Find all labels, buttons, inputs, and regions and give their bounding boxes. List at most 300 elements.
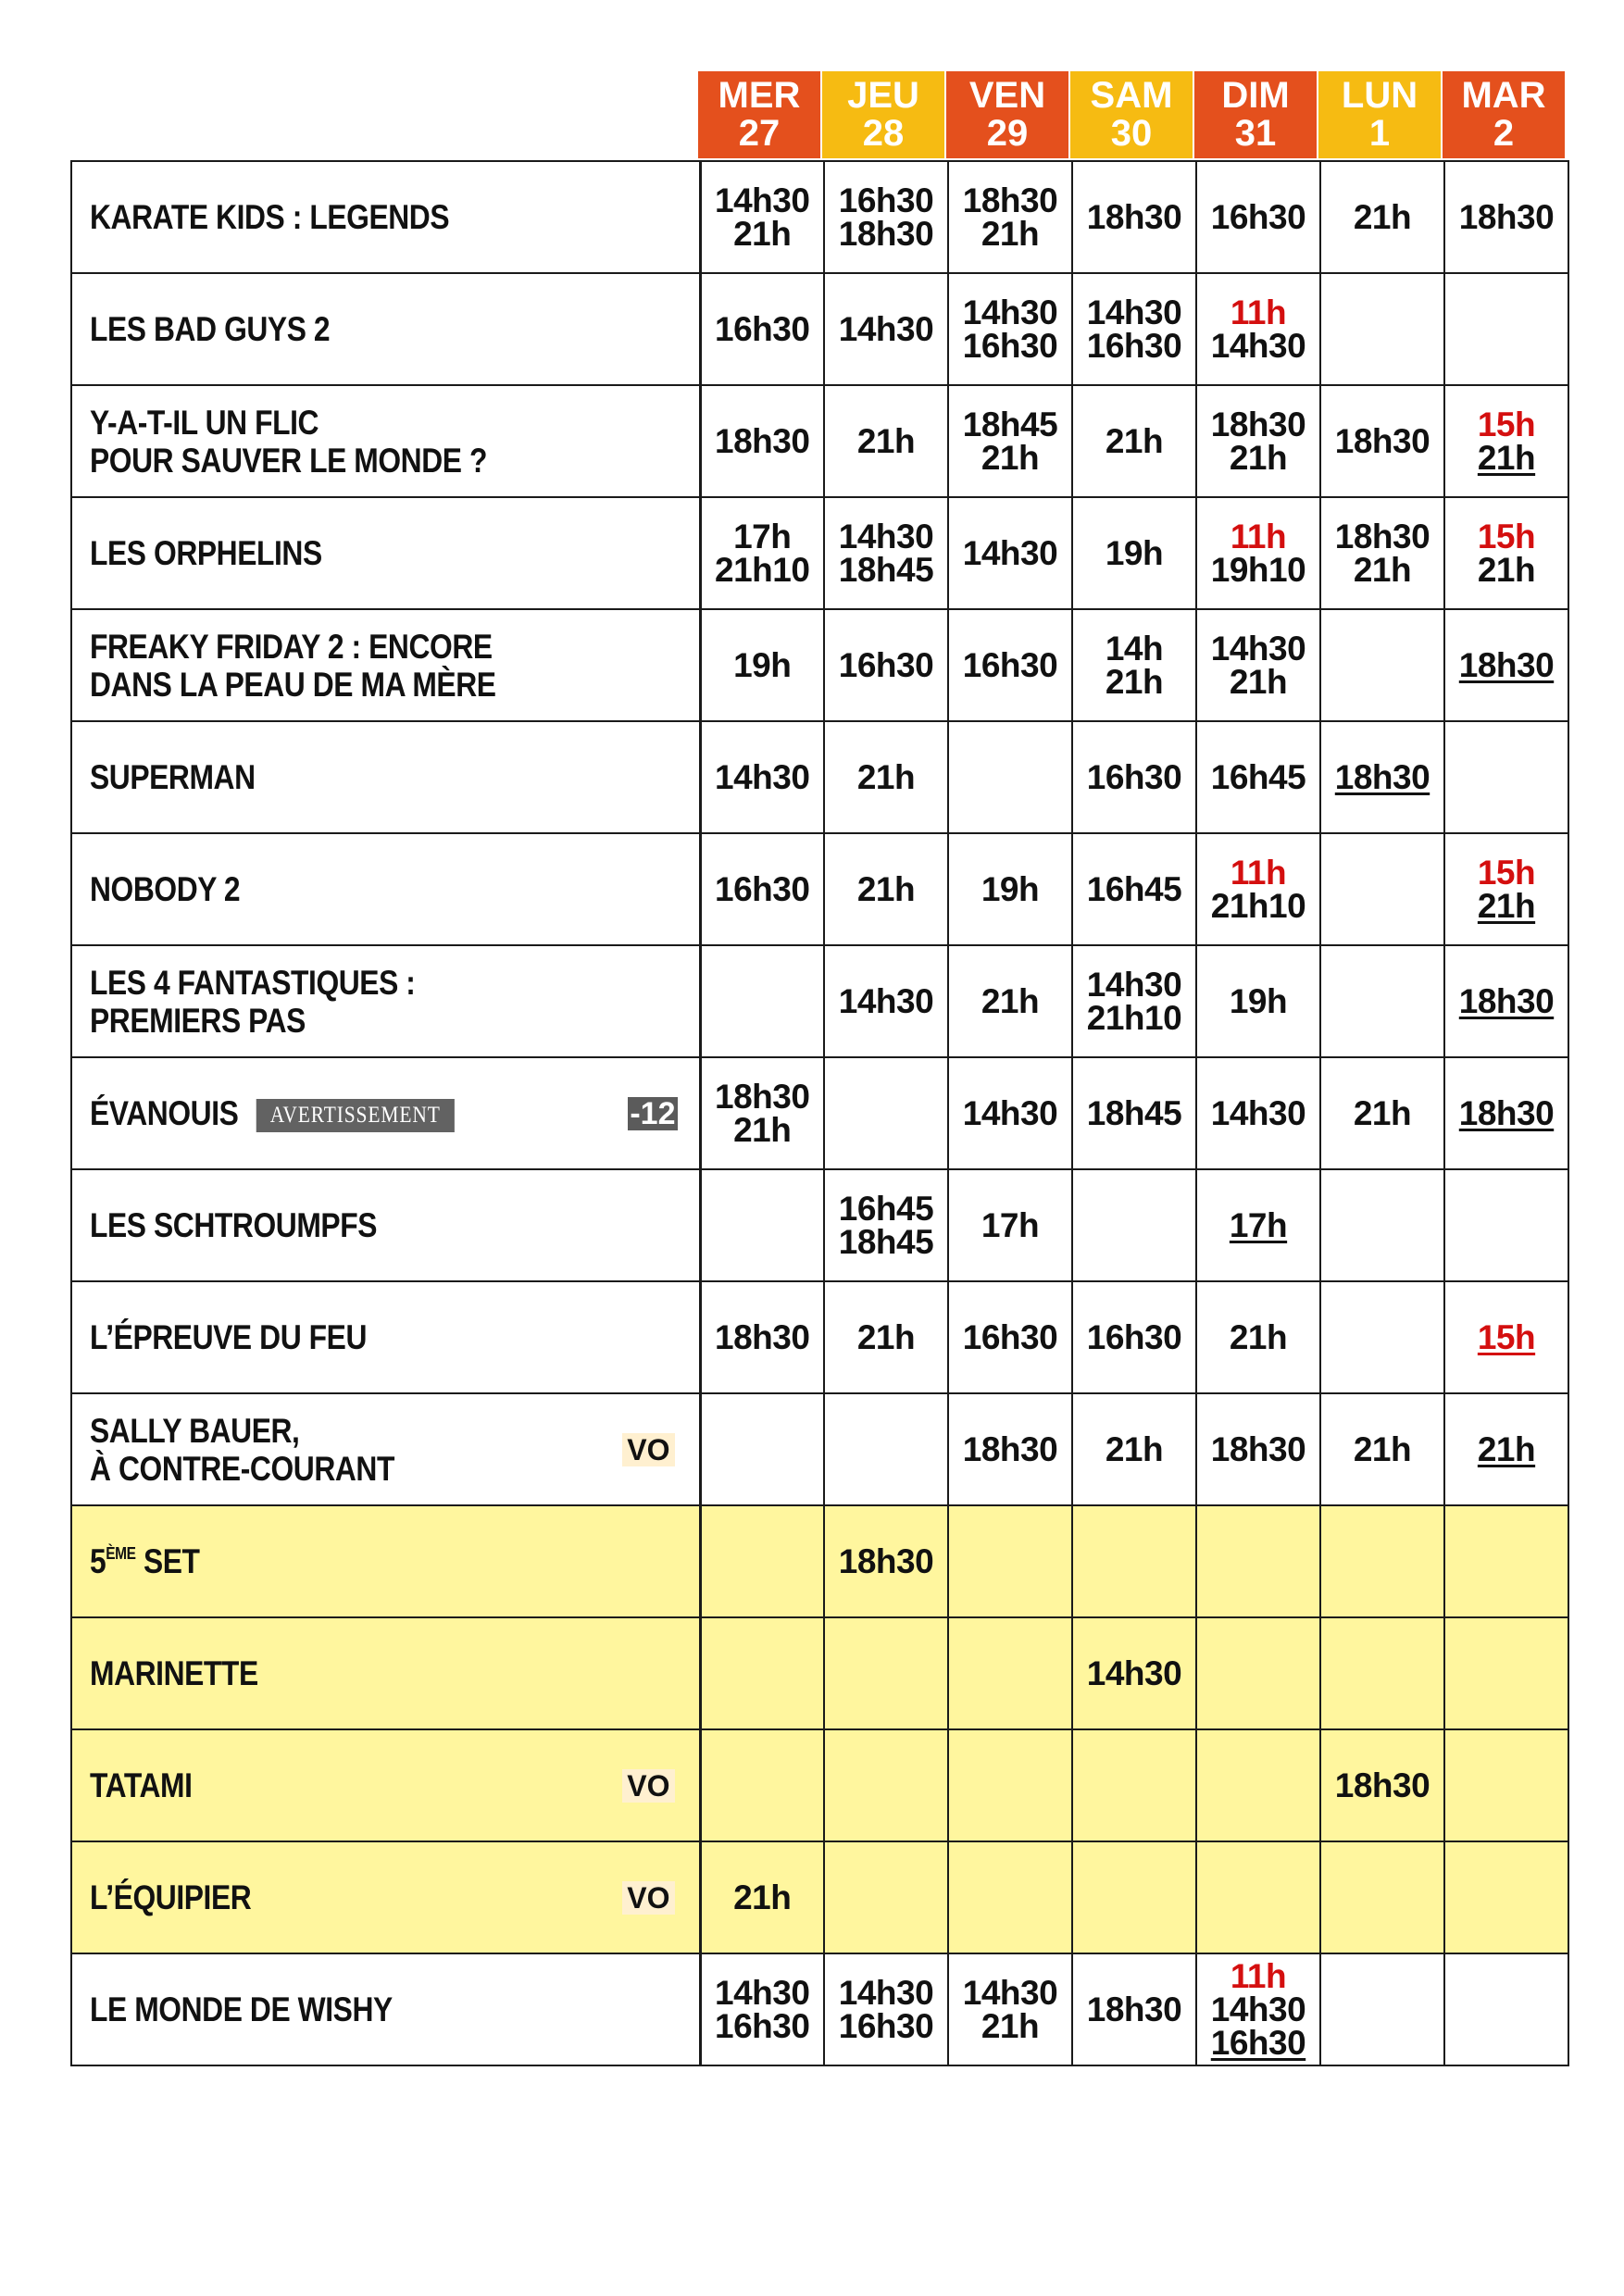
film-title-cell xyxy=(71,1281,700,1393)
film-title-cell xyxy=(71,161,700,273)
showtime: 17h xyxy=(981,1205,1040,1244)
showtime: 16h30 xyxy=(838,2006,934,2045)
session-cell-lun xyxy=(1320,945,1444,1057)
film-title-line: 5 xyxy=(90,1542,106,1580)
showtime: 16h30 xyxy=(1086,1317,1182,1356)
vo-badge: VO xyxy=(622,1433,674,1466)
film-title-line: KARATE KIDS : LEGENDS xyxy=(90,198,450,236)
film-title-suffix: SET xyxy=(135,1542,200,1580)
showtime: 14h30 xyxy=(838,981,934,1020)
session-cell-dim xyxy=(1196,497,1320,609)
session-cell-dim xyxy=(1196,1617,1320,1729)
showtime: 21h xyxy=(856,869,916,908)
film-row xyxy=(71,1057,1568,1169)
session-cell-sam xyxy=(1072,385,1196,497)
session-cell-dim xyxy=(1196,1729,1320,1841)
session-cell-jeu xyxy=(824,1169,948,1281)
showtime: 21h xyxy=(733,214,792,253)
session-cell-mer xyxy=(700,1841,824,1953)
showtime: 21h xyxy=(1353,197,1412,236)
showtime: 21h xyxy=(1105,1429,1164,1468)
showtime: 21h xyxy=(981,981,1040,1020)
vo-badge: VO xyxy=(622,1769,674,1803)
showtime: 15h xyxy=(1477,853,1536,892)
showtime: 18h30 xyxy=(1334,421,1430,460)
showtime: 16h30 xyxy=(715,2006,810,2045)
showtime: 18h30 xyxy=(715,421,810,460)
showtime: 14h30 xyxy=(962,293,1058,331)
session-cell-mar xyxy=(1444,1505,1568,1617)
showtime: 14h30 xyxy=(1210,629,1306,668)
showtime: 14h30 xyxy=(1086,965,1182,1004)
day-name: SAM xyxy=(1090,75,1173,116)
showtime: 16h30 xyxy=(715,869,810,908)
showtime: 18h30 xyxy=(1458,645,1555,684)
showtime: 16h30 xyxy=(962,645,1058,684)
showtime: 14h30 xyxy=(1210,326,1306,365)
showtime: 16h30 xyxy=(1210,197,1306,236)
showtime: 18h30 xyxy=(1210,405,1306,443)
showtime: 18h30 xyxy=(1334,517,1430,555)
film-title xyxy=(90,1654,258,1692)
session-cell-mar xyxy=(1444,1617,1568,1729)
session-cell-mar xyxy=(1444,1841,1568,1953)
session-cell-lun xyxy=(1320,1841,1444,1953)
day-header-sam xyxy=(1070,71,1193,158)
session-cell-mar xyxy=(1444,609,1568,721)
film-title-cell xyxy=(71,273,700,385)
film-row xyxy=(71,833,1568,945)
film-title-line: DANS LA PEAU DE MA MÈRE xyxy=(90,665,496,704)
day-name: MAR xyxy=(1461,75,1546,116)
session-cell-jeu xyxy=(824,1393,948,1505)
film-title xyxy=(90,1412,394,1488)
session-cell-mer xyxy=(700,945,824,1057)
session-cell-lun xyxy=(1320,385,1444,497)
showtime: 18h30 xyxy=(962,181,1058,219)
film-title xyxy=(90,964,415,1040)
showtime: 18h30 xyxy=(838,1541,934,1580)
session-cell-sam xyxy=(1072,721,1196,833)
warning-badge: AVERTISSEMENT xyxy=(256,1099,455,1132)
day-header-jeu xyxy=(822,71,944,158)
session-cell-lun xyxy=(1320,1617,1444,1729)
session-cell-lun xyxy=(1320,609,1444,721)
showtime: 19h xyxy=(1229,981,1288,1020)
session-cell-jeu xyxy=(824,945,948,1057)
film-title-line: L’ÉQUIPIER xyxy=(90,1878,252,1916)
day-header-ven xyxy=(946,71,1068,158)
film-title-cell xyxy=(71,1953,700,2065)
showtime: 11h xyxy=(1230,1956,1287,1995)
session-cell-dim xyxy=(1196,721,1320,833)
session-cell-mar xyxy=(1444,497,1568,609)
showtime: 15h xyxy=(1477,1317,1536,1356)
showtime: 21h xyxy=(1105,662,1164,701)
session-cell-mar xyxy=(1444,1953,1568,2065)
session-cell-sam xyxy=(1072,497,1196,609)
showtime: 18h30 xyxy=(838,214,934,253)
showtime: 16h30 xyxy=(715,309,810,348)
day-number: 29 xyxy=(986,113,1029,154)
showtime: 18h45 xyxy=(962,405,1058,443)
showtime: 14h xyxy=(1105,629,1164,668)
showtime: 16h30 xyxy=(1086,757,1182,796)
session-cell-lun xyxy=(1320,1057,1444,1169)
day-number: 30 xyxy=(1110,113,1153,154)
session-cell-dim xyxy=(1196,1169,1320,1281)
session-cell-lun xyxy=(1320,161,1444,273)
film-title xyxy=(90,1990,393,2028)
film-title-line: À CONTRE-COURANT xyxy=(90,1449,394,1488)
showtime: 21h xyxy=(733,1878,792,1916)
film-title-superscript: ÈME xyxy=(106,1543,136,1563)
day-header-mer xyxy=(698,71,820,158)
session-cell-ven xyxy=(948,1617,1072,1729)
film-row xyxy=(71,497,1568,609)
day-header-mar xyxy=(1443,71,1565,158)
showtime: 14h30 xyxy=(715,1973,810,2012)
session-cell-ven xyxy=(948,1505,1072,1617)
film-title-cell xyxy=(71,1617,700,1729)
showtime: 18h30 xyxy=(715,1077,810,1116)
film-row xyxy=(71,1617,1568,1729)
showtime: 16h45 xyxy=(838,1189,934,1228)
film-title-line: SUPERMAN xyxy=(90,758,256,796)
session-cell-mar xyxy=(1444,1057,1568,1169)
showtime: 21h xyxy=(1477,886,1536,925)
showtime: 11h xyxy=(1230,293,1287,331)
session-cell-mar xyxy=(1444,721,1568,833)
session-cell-mar xyxy=(1444,273,1568,385)
showtime: 21h xyxy=(856,421,916,460)
showtime: 18h30 xyxy=(1210,1429,1306,1468)
session-cell-lun xyxy=(1320,1505,1444,1617)
showtime: 17h xyxy=(1229,1205,1288,1244)
day-header-lun xyxy=(1318,71,1441,158)
session-cell-lun xyxy=(1320,1169,1444,1281)
showtime: 21h10 xyxy=(1210,886,1306,925)
film-title-line: NOBODY 2 xyxy=(90,870,241,908)
day-header xyxy=(698,71,1567,158)
session-cell-mer xyxy=(700,273,824,385)
showtime: 16h30 xyxy=(962,1317,1058,1356)
film-title xyxy=(90,534,322,572)
session-cell-mer xyxy=(700,1505,824,1617)
showtime: 14h30 xyxy=(1210,1093,1306,1132)
showtime: 14h30 xyxy=(1086,1653,1182,1692)
session-cell-jeu xyxy=(824,1057,948,1169)
session-cell-dim xyxy=(1196,1841,1320,1953)
film-row xyxy=(71,273,1568,385)
film-title-cell xyxy=(71,1505,700,1617)
session-cell-jeu xyxy=(824,385,948,497)
session-cell-ven xyxy=(948,833,1072,945)
day-name: MER xyxy=(718,75,801,116)
showtime: 21h xyxy=(1229,438,1288,477)
session-cell-dim xyxy=(1196,1505,1320,1617)
session-cell-sam xyxy=(1072,1393,1196,1505)
session-cell-sam xyxy=(1072,1953,1196,2065)
showtime: 21h xyxy=(856,1317,916,1356)
day-name: VEN xyxy=(968,75,1046,116)
showtime: 21h10 xyxy=(1086,998,1182,1037)
day-name: JEU xyxy=(847,75,919,116)
showtime: 14h30 xyxy=(838,1973,934,2012)
session-cell-jeu xyxy=(824,721,948,833)
film-title-line: LE MONDE DE WISHY xyxy=(90,1990,393,2028)
session-cell-mar xyxy=(1444,161,1568,273)
session-cell-sam xyxy=(1072,1169,1196,1281)
film-title-cell xyxy=(71,1729,700,1841)
session-cell-mar xyxy=(1444,1729,1568,1841)
schedule-table xyxy=(70,160,1569,2066)
showtime: 16h30 xyxy=(838,181,934,219)
session-cell-jeu xyxy=(824,833,948,945)
session-cell-ven xyxy=(948,1841,1072,1953)
session-cell-mar xyxy=(1444,945,1568,1057)
session-cell-mar xyxy=(1444,1169,1568,1281)
film-title-cell xyxy=(71,385,700,497)
showtime: 14h30 xyxy=(962,533,1058,572)
showtime: 14h30 xyxy=(715,181,810,219)
session-cell-mer xyxy=(700,1729,824,1841)
showtime: 11h xyxy=(1230,517,1287,555)
showtime: 14h30 xyxy=(962,1973,1058,2012)
film-title-line: TATAMI xyxy=(90,1766,193,1804)
day-number: 31 xyxy=(1234,113,1277,154)
film-title-cell xyxy=(71,833,700,945)
film-title xyxy=(90,1206,377,1244)
showtime: 16h30 xyxy=(1210,2023,1306,2062)
session-cell-jeu xyxy=(824,1281,948,1393)
session-cell-jeu xyxy=(824,609,948,721)
session-cell-lun xyxy=(1320,1393,1444,1505)
session-cell-sam xyxy=(1072,1281,1196,1393)
session-cell-ven xyxy=(948,1057,1072,1169)
film-title xyxy=(90,758,256,796)
film-title-line: MARINETTE xyxy=(90,1654,258,1692)
session-cell-dim xyxy=(1196,161,1320,273)
film-title-line: POUR SAUVER LE MONDE ? xyxy=(90,441,487,480)
session-cell-mar xyxy=(1444,833,1568,945)
session-cell-dim xyxy=(1196,1953,1320,2065)
showtime: 18h30 xyxy=(1458,197,1555,236)
session-cell-lun xyxy=(1320,273,1444,385)
film-title-cell xyxy=(71,721,700,833)
session-cell-mar xyxy=(1444,1393,1568,1505)
film-title-line: LES ORPHELINS xyxy=(90,534,322,572)
showtime: 19h xyxy=(733,645,792,684)
film-title xyxy=(90,404,487,480)
age-rating-badge: -12 xyxy=(630,1095,676,1131)
film-title xyxy=(90,1318,367,1356)
session-cell-mer xyxy=(700,609,824,721)
showtime: 18h30 xyxy=(1458,981,1555,1020)
session-cell-sam xyxy=(1072,609,1196,721)
session-cell-ven xyxy=(948,1953,1072,2065)
session-cell-lun xyxy=(1320,1729,1444,1841)
film-row xyxy=(71,1281,1568,1393)
session-cell-dim xyxy=(1196,1393,1320,1505)
showtime: 18h30 xyxy=(1334,757,1430,796)
session-cell-sam xyxy=(1072,833,1196,945)
film-row xyxy=(71,609,1568,721)
session-cell-ven xyxy=(948,1169,1072,1281)
showtime: 21h xyxy=(1353,1429,1412,1468)
session-cell-ven xyxy=(948,161,1072,273)
session-cell-mer xyxy=(700,1169,824,1281)
showtime: 18h30 xyxy=(1334,1766,1430,1804)
film-title-cell xyxy=(71,1393,700,1505)
day-number: 2 xyxy=(1493,113,1515,154)
showtime: 15h xyxy=(1477,517,1536,555)
showtime: 21h xyxy=(1477,550,1536,589)
showtime: 16h30 xyxy=(838,645,934,684)
film-row xyxy=(71,385,1568,497)
film-title-line: Y-A-T-IL UN FLIC xyxy=(90,403,319,442)
showtime: 18h45 xyxy=(838,1222,934,1261)
showtime: 18h30 xyxy=(1458,1093,1555,1132)
showtime: 21h10 xyxy=(715,550,810,589)
session-cell-sam xyxy=(1072,161,1196,273)
day-name: LUN xyxy=(1341,75,1418,116)
film-row xyxy=(71,1505,1568,1617)
session-cell-lun xyxy=(1320,1281,1444,1393)
film-title-line: LES 4 FANTASTIQUES : xyxy=(90,963,416,1002)
film-title-line: LES BAD GUYS 2 xyxy=(90,310,331,348)
session-cell-sam xyxy=(1072,273,1196,385)
session-cell-dim xyxy=(1196,273,1320,385)
film-row xyxy=(71,1729,1568,1841)
day-header-dim xyxy=(1194,71,1317,158)
session-cell-jeu xyxy=(824,1505,948,1617)
showtime: 16h45 xyxy=(1086,869,1182,908)
film-title xyxy=(90,1878,251,1916)
session-cell-sam xyxy=(1072,1057,1196,1169)
session-cell-dim xyxy=(1196,609,1320,721)
session-cell-jeu xyxy=(824,1617,948,1729)
showtime: 14h30 xyxy=(1210,1990,1306,2028)
film-title-line: PREMIERS PAS xyxy=(90,1001,306,1040)
showtime: 16h30 xyxy=(962,326,1058,365)
showtime: 21h xyxy=(1229,1317,1288,1356)
showtime: 21h xyxy=(1477,438,1536,477)
session-cell-mer xyxy=(700,161,824,273)
showtime: 18h30 xyxy=(962,1429,1058,1468)
showtime: 14h30 xyxy=(1086,293,1182,331)
showtime: 21h xyxy=(856,757,916,796)
session-cell-sam xyxy=(1072,1729,1196,1841)
session-cell-jeu xyxy=(824,497,948,609)
film-title-cell xyxy=(71,497,700,609)
showtime: 14h30 xyxy=(838,309,934,348)
film-row xyxy=(71,1953,1568,2065)
film-title-cell xyxy=(71,1057,700,1169)
film-title-line: ÉVANOUIS xyxy=(90,1093,239,1132)
session-cell-ven xyxy=(948,1729,1072,1841)
day-name: DIM xyxy=(1221,75,1290,116)
showtime: 14h30 xyxy=(962,1093,1058,1132)
showtime: 18h30 xyxy=(1086,1990,1182,2028)
showtime: 18h45 xyxy=(838,550,934,589)
session-cell-lun xyxy=(1320,833,1444,945)
film-title-line: L’ÉPREUVE DU FEU xyxy=(90,1318,368,1356)
showtime: 19h10 xyxy=(1210,550,1306,589)
session-cell-lun xyxy=(1320,721,1444,833)
film-title-line: LES SCHTROUMPFS xyxy=(90,1206,378,1244)
showtime: 18h30 xyxy=(715,1317,810,1356)
film-title-cell xyxy=(71,1841,700,1953)
session-cell-mer xyxy=(700,721,824,833)
film-title xyxy=(90,870,240,908)
film-row xyxy=(71,1169,1568,1281)
session-cell-mer xyxy=(700,497,824,609)
session-cell-mer xyxy=(700,1953,824,2065)
session-cell-dim xyxy=(1196,1281,1320,1393)
session-cell-jeu xyxy=(824,1841,948,1953)
showtime: 21h xyxy=(981,214,1040,253)
film-title-cell xyxy=(71,609,700,721)
session-cell-dim xyxy=(1196,945,1320,1057)
session-cell-ven xyxy=(948,1393,1072,1505)
showtime: 14h30 xyxy=(838,517,934,555)
session-cell-mer xyxy=(700,1393,824,1505)
film-title-line: FREAKY FRIDAY 2 : ENCORE xyxy=(90,627,493,666)
film-row xyxy=(71,161,1568,273)
day-number: 27 xyxy=(738,113,781,154)
session-cell-mer xyxy=(700,1617,824,1729)
session-cell-mer xyxy=(700,1281,824,1393)
session-cell-dim xyxy=(1196,1057,1320,1169)
showtime: 21h xyxy=(1353,550,1412,589)
showtime: 14h30 xyxy=(715,757,810,796)
session-cell-ven xyxy=(948,945,1072,1057)
film-title xyxy=(90,310,330,348)
session-cell-dim xyxy=(1196,385,1320,497)
film-row xyxy=(71,721,1568,833)
showtime: 21h xyxy=(1105,421,1164,460)
session-cell-jeu xyxy=(824,1953,948,2065)
session-cell-mer xyxy=(700,833,824,945)
session-cell-sam xyxy=(1072,1505,1196,1617)
session-cell-lun xyxy=(1320,497,1444,609)
film-title xyxy=(90,198,449,236)
session-cell-mar xyxy=(1444,1281,1568,1393)
showtime: 11h xyxy=(1230,853,1287,892)
session-cell-mer xyxy=(700,385,824,497)
session-cell-ven xyxy=(948,497,1072,609)
showtime: 15h xyxy=(1477,405,1536,443)
film-title xyxy=(90,1542,200,1580)
showtime: 16h45 xyxy=(1210,757,1306,796)
film-row xyxy=(71,1393,1568,1505)
film-title-line: SALLY BAUER, xyxy=(90,1411,300,1450)
showtime: 16h30 xyxy=(1086,326,1182,365)
session-cell-mer xyxy=(700,1057,824,1169)
session-cell-sam xyxy=(1072,945,1196,1057)
showtime: 21h xyxy=(1477,1429,1536,1468)
showtime: 21h xyxy=(981,2006,1040,2045)
session-cell-jeu xyxy=(824,161,948,273)
film-row xyxy=(71,945,1568,1057)
session-cell-sam xyxy=(1072,1617,1196,1729)
showtime: 21h xyxy=(981,438,1040,477)
session-cell-lun xyxy=(1320,1953,1444,2065)
showtime: 18h30 xyxy=(1086,197,1182,236)
showtime: 21h xyxy=(733,1110,792,1149)
film-title xyxy=(90,628,496,704)
